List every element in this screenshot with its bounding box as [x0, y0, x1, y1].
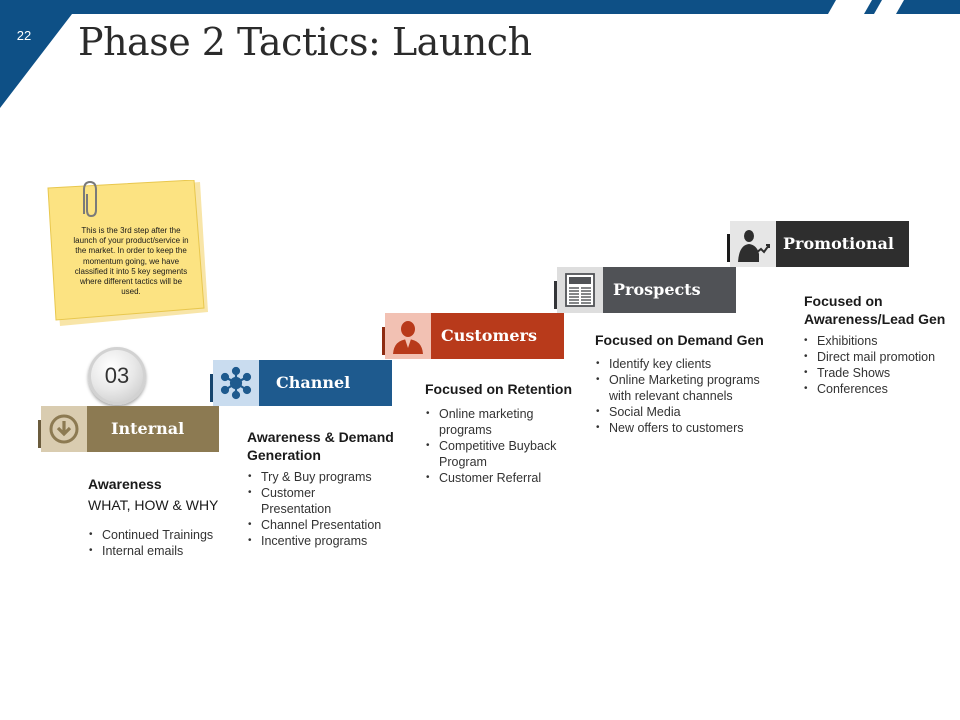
list-item: • Internal emails — [88, 543, 238, 559]
list-item: • Social Media — [595, 404, 780, 420]
step-label-internal: Internal — [87, 406, 219, 452]
bullet-list-channel — [247, 469, 407, 549]
person-icon — [391, 318, 425, 354]
list-item: • Trade Shows — [803, 365, 953, 381]
list-item: • Customer Referral — [425, 470, 575, 486]
list-item: • Customer Presentation — [247, 485, 333, 517]
customers-icon-box — [385, 313, 431, 359]
step-subheading-internal: WHAT, HOW & WHY — [88, 497, 219, 513]
list-item: • Try & Buy programs — [247, 469, 407, 485]
newspaper-icon — [564, 272, 596, 308]
list-item: • Identify key clients — [595, 356, 780, 372]
bullet-list-prospects — [595, 356, 780, 436]
step-heading-promotional: Focused on Awareness/Lead Gen — [804, 293, 946, 327]
step-label-prospects: Prospects — [603, 267, 736, 313]
list-item: • New offers to customers — [595, 420, 780, 436]
channel-icon-box — [213, 360, 259, 406]
step-label-channel: Channel — [259, 360, 392, 406]
internal-icon-box — [41, 406, 87, 452]
list-item: • Competitive Buyback Program — [425, 438, 575, 470]
list-item: • Exhibitions — [803, 333, 953, 349]
step-heading-channel: Awareness & Demand Generation — [247, 429, 394, 463]
list-item: • Online marketing programs — [425, 406, 575, 438]
bullet-list-promotional — [803, 333, 953, 397]
step-number-badge: 03 — [88, 347, 146, 405]
bullet-list-internal — [88, 527, 238, 559]
list-item: • Incentive programs — [247, 533, 407, 549]
list-item: • Conferences — [803, 381, 953, 397]
network-hub-icon — [219, 366, 253, 400]
step-label-customers: Customers — [431, 313, 564, 359]
promotional-icon-box — [730, 221, 776, 267]
list-item: • Channel Presentation — [247, 517, 407, 533]
step-heading-customers: Focused on Retention — [425, 381, 572, 397]
download-circle-icon — [49, 414, 79, 444]
slide-title: Phase 2 Tactics: Launch — [78, 20, 532, 64]
list-item: • Continued Trainings — [88, 527, 238, 543]
bullet-list-customers — [425, 406, 575, 486]
list-item: • Online Marketing programs with relevant channels — [595, 372, 774, 404]
presenter-chart-icon — [735, 226, 771, 262]
slide-number: 22 — [16, 28, 32, 43]
step-label-promotional: Promotional — [776, 221, 909, 267]
list-item: • Direct mail promotion — [803, 349, 953, 365]
step-heading-internal: Awareness — [88, 476, 162, 492]
note-text: This is the 3rd step after the launch of your product/service in the market. In order to keep the momentum going, we have classified it into 5 key segments where different tactics will be used. — [73, 226, 189, 297]
step-heading-prospects: Focused on Demand Gen — [595, 332, 764, 348]
prospects-icon-box — [557, 267, 603, 313]
